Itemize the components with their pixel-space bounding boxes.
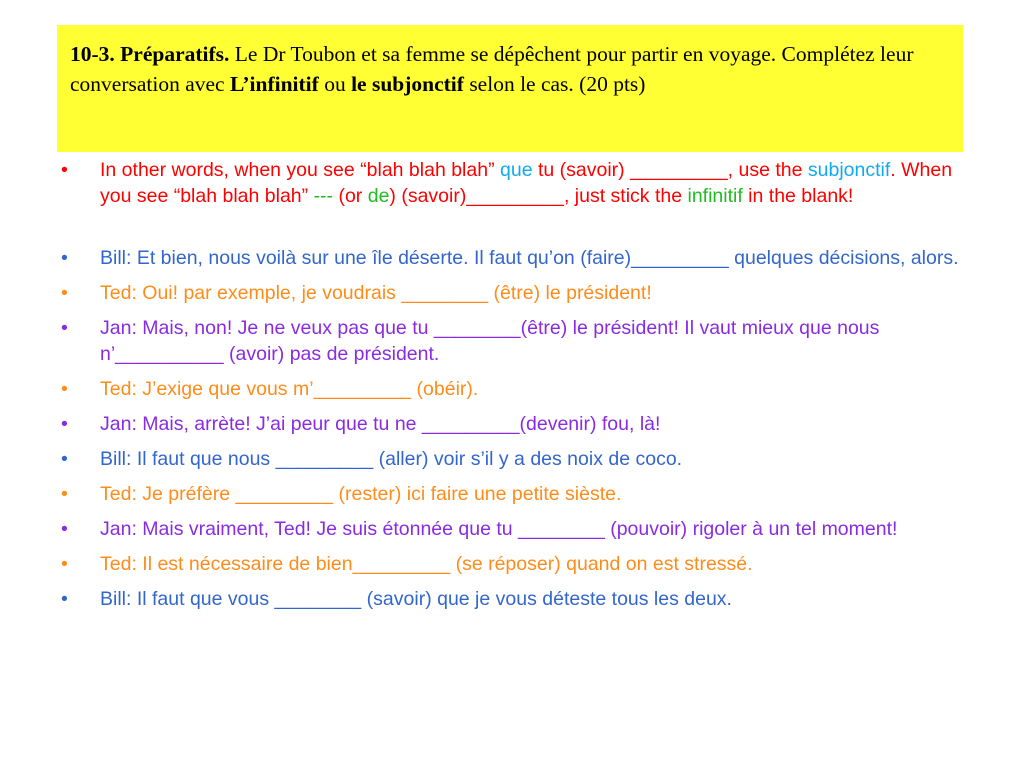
dialogue-line	[58, 245, 978, 271]
instruction-text: tu (savoir) _________, use the	[532, 159, 808, 181]
bullet-dot: •	[61, 553, 68, 575]
dialogue-text: Bill: Il faut que nous _________ (aller) voir s’il y a des noix de coco.	[100, 448, 683, 470]
keyword-infinitif: infinitif	[687, 185, 743, 207]
instruction-text: in the blank!	[742, 185, 854, 207]
title-bold-subjonctif: le subjonctif	[351, 72, 464, 96]
bullet-list	[58, 157, 978, 621]
dialogue-line	[58, 315, 978, 367]
bullet-dot: •	[61, 247, 68, 269]
dialogue-line	[58, 280, 978, 306]
instruction-text: . When you see “blah blah blah”	[100, 159, 953, 207]
dialogue-text: Ted: Il est nécessaire de bien_________ (se réposer) quand on est stressé.	[100, 553, 753, 575]
dialogue-line	[58, 516, 978, 542]
dialogue-text: Bill: Et bien, nous voilà sur une île déserte. Il faut qu’on (faire)_________ quelques décisions, alors.	[100, 247, 959, 269]
dialogue-text: Jan: Mais vraiment, Ted! Je suis étonnée que tu ________ (pouvoir) rigoler à un tel moment!	[100, 518, 898, 540]
bullet-dot: •	[61, 282, 68, 304]
dialogue-text: Jan: Mais, arrète! J’ai peur que tu ne _________(devenir) fou, là!	[100, 413, 661, 435]
dialogue-text: Bill: Il faut que vous ________ (savoir) que je vous déteste tous les deux.	[100, 588, 732, 610]
bullet-dot: •	[61, 588, 68, 610]
title-text-3: selon le cas. (20 pts)	[463, 72, 646, 96]
dialogue-text: Ted: J’exige que vous m’_________ (obéir).	[100, 378, 479, 400]
bullet-dot: •	[61, 483, 68, 505]
dialogue-line	[58, 411, 978, 437]
bullet-dot: •	[61, 317, 68, 339]
dialogue-line	[58, 586, 978, 612]
instruction-item	[58, 157, 978, 209]
bullet-dot: •	[61, 518, 68, 540]
title-box	[57, 25, 963, 152]
dialogue-line	[58, 376, 978, 402]
dialogue-text: Jan: Mais, non! Je ne veux pas que tu ________(être) le président! Il vaut mieux que nous n’__________ (avoir) pas de président.	[100, 317, 880, 365]
keyword-subjonctif: subjonctif	[807, 159, 891, 181]
title-bold-infinitif: L’infinitif	[229, 72, 319, 96]
dialogue-text: Ted: Oui! par exemple, je voudrais ________ (être) le président!	[100, 282, 652, 304]
title-text-1: Le Dr Toubon et sa femme se dépêchent pour partir en voyage. Complétez leur conversation avec	[70, 42, 914, 96]
dialogue-line	[58, 481, 978, 507]
keyword-que: que	[500, 159, 533, 181]
bullet-dot: •	[61, 413, 68, 435]
dialogue-text: Ted: Je préfère _________ (rester) ici faire une petite sièste.	[100, 483, 622, 505]
dialogue-line	[58, 446, 978, 472]
instruction-text: ) (savoir)_________, just stick the	[389, 185, 688, 207]
bullet-dot: •	[61, 159, 68, 181]
bullet-dot: •	[61, 378, 68, 400]
title-text-2: ou	[318, 72, 352, 96]
exercise-number: 10-3. Préparatifs.	[70, 42, 230, 66]
keyword-de: de	[367, 185, 390, 207]
instruction-text: In other words, when you see “blah blah blah”	[100, 159, 500, 181]
bullet-dot: •	[61, 448, 68, 470]
dialogue-line	[58, 551, 978, 577]
instruction-text: (or	[333, 185, 368, 207]
keyword-dashes: ---	[313, 185, 334, 207]
